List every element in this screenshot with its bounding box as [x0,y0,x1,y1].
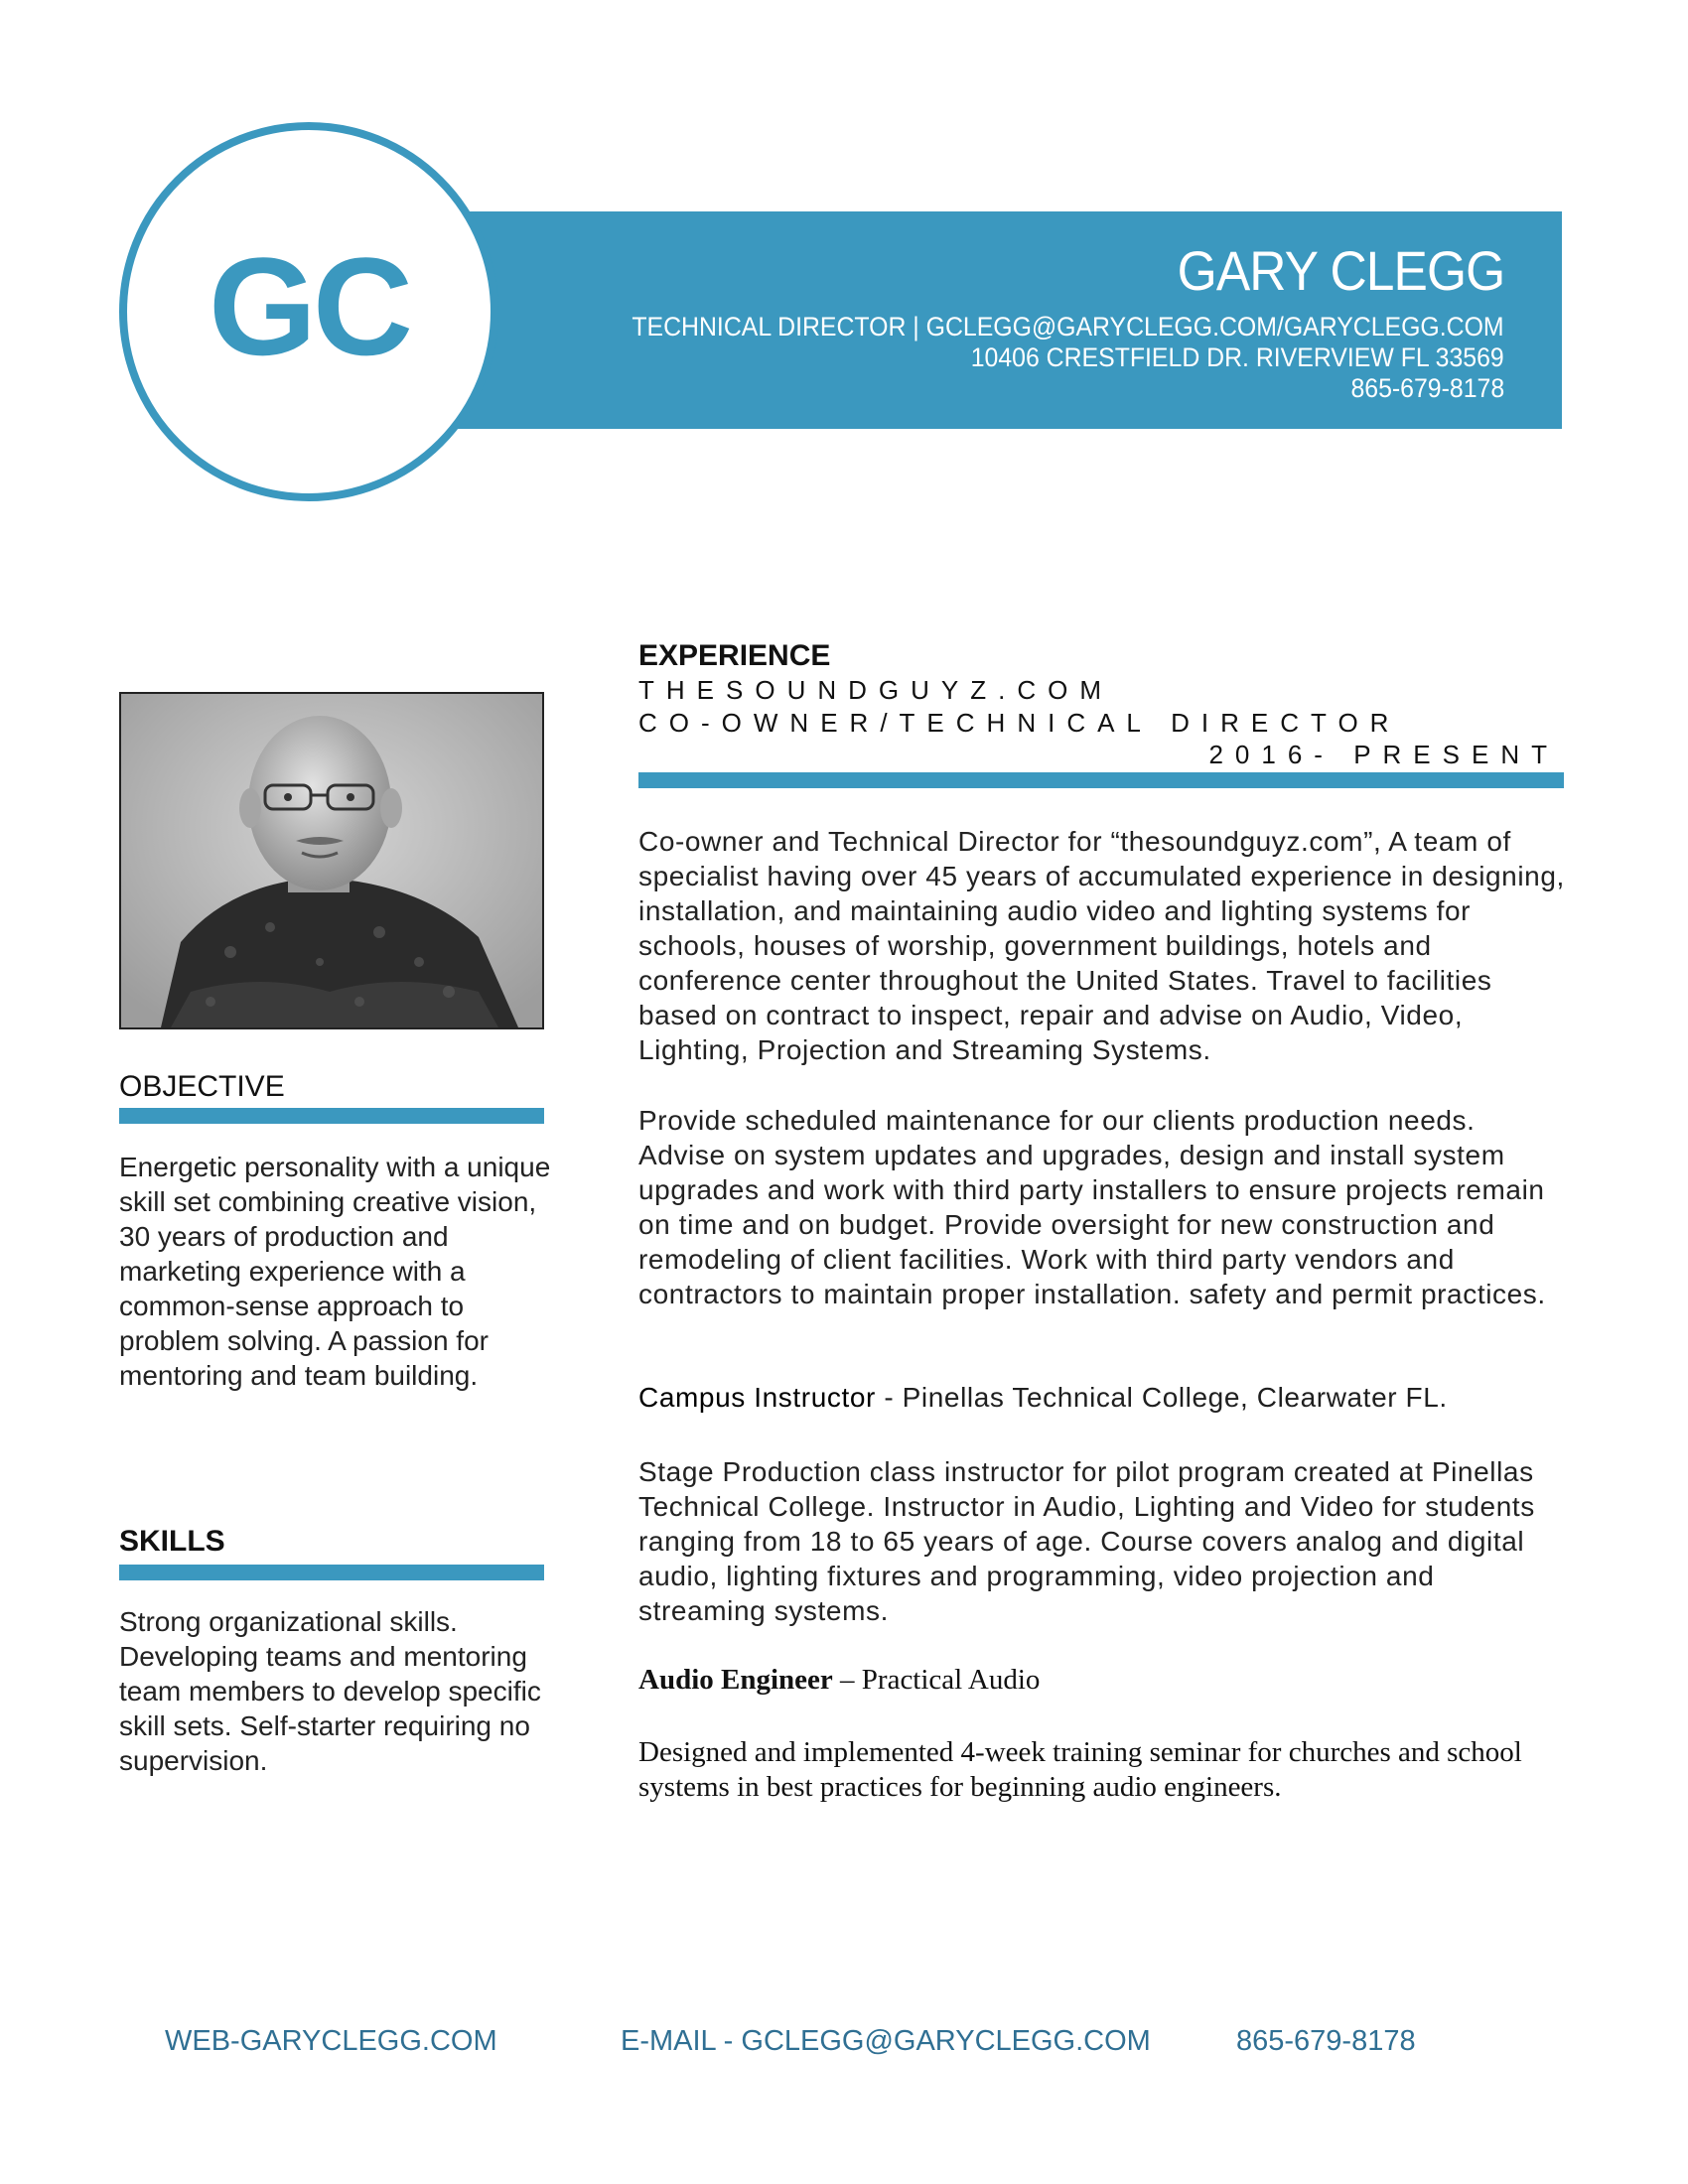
phone-line: 865-679-8178 [1350,373,1504,403]
skills-heading: SKILLS [119,1525,225,1558]
objective-divider [119,1108,544,1124]
address-line: 10406 CRESTFIELD DR. RIVERVIEW FL 33569 [970,342,1504,372]
audio-engineer-line [638,1664,1040,1697]
campus-place: - Pinellas Technical College, Clearwater FL. [875,1382,1448,1413]
experience-heading: EXPERIENCE [638,639,831,672]
objective-heading: OBJECTIVE [119,1070,285,1103]
footer-email: E-MAIL - GCLEGG@GARYCLEGG.COM [621,2025,1151,2057]
audio-place: – Practical Audio [832,1664,1041,1696]
company-name: THESOUNDGUYZ.COM [638,675,1113,705]
experience-paragraph-2: Provide scheduled maintenance for our clients production needs. Advise on system updates and upgrades, design and install system upgrades and work with third party installers to ensure projects remain on time and on budget. Provide oversight for new construction and remodeling of client facilities. Work with third party vendors and contractors to maintain proper installation. safety and permit practices. [638,1105,1546,1309]
campus-role: Campus Instructor [638,1382,876,1413]
footer-web: WEB-GARYCLEGG.COM [165,2025,497,2057]
portrait-illustration [121,694,542,1027]
experience-paragraph-3: Stage Production class instructor for pilot program created at Pinellas Technical College. Instructor in Audio, Lighting and Video for students ranging from 18 to 65 years of age. Course covers analog and digital audio, lighting fixtures and programming, video projection and streaming systems. [638,1456,1535,1626]
experience-divider [638,772,1564,788]
candidate-name: GARY CLEGG [1177,239,1504,302]
profile-photo [119,692,544,1029]
title-email-line: TECHNICAL DIRECTOR | GCLEGG@GARYCLEGG.COM/GARYCLEGG.COM [632,312,1504,341]
monogram: GC [209,228,409,384]
skills-text: Strong organizational skills. Developing teams and mentoring team members to develop specific skill sets. Self-starter requiring no supervision. [119,1606,541,1776]
experience-paragraph-1: Co-owner and Technical Director for “thesoundguyz.com”, A team of specialist having over 45 years of accumulated experience in designing, installation, and maintaining audio video and lighting systems for schools, houses of worship, government buildings, hotels and conference center throughout the United States. Travel to facilities based on contract to inspect, repair and advise on Audio, Video, Lighting, Projection and Streaming Systems. [638,826,1565,1065]
footer-phone: 865-679-8178 [1236,2025,1416,2057]
experience-paragraph-4: Designed and implemented 4-week training seminar for churches and school systems in best practices for beginning audio engineers. [638,1736,1522,1803]
objective-text: Energetic personality with a unique skill set combining creative vision, 30 years of production and marketing experience with a common-sense approach to problem solving. A passion for mentoring and team building. [119,1152,551,1391]
job-role: CO-OWNER/TECHNICAL DIRECTOR [638,708,1401,738]
audio-role: Audio Engineer [638,1664,833,1696]
monogram-circle [119,122,498,501]
job-dates: 2016- PRESENT [1208,740,1559,769]
skills-divider [119,1565,544,1580]
campus-instructor-line [638,1382,1448,1414]
